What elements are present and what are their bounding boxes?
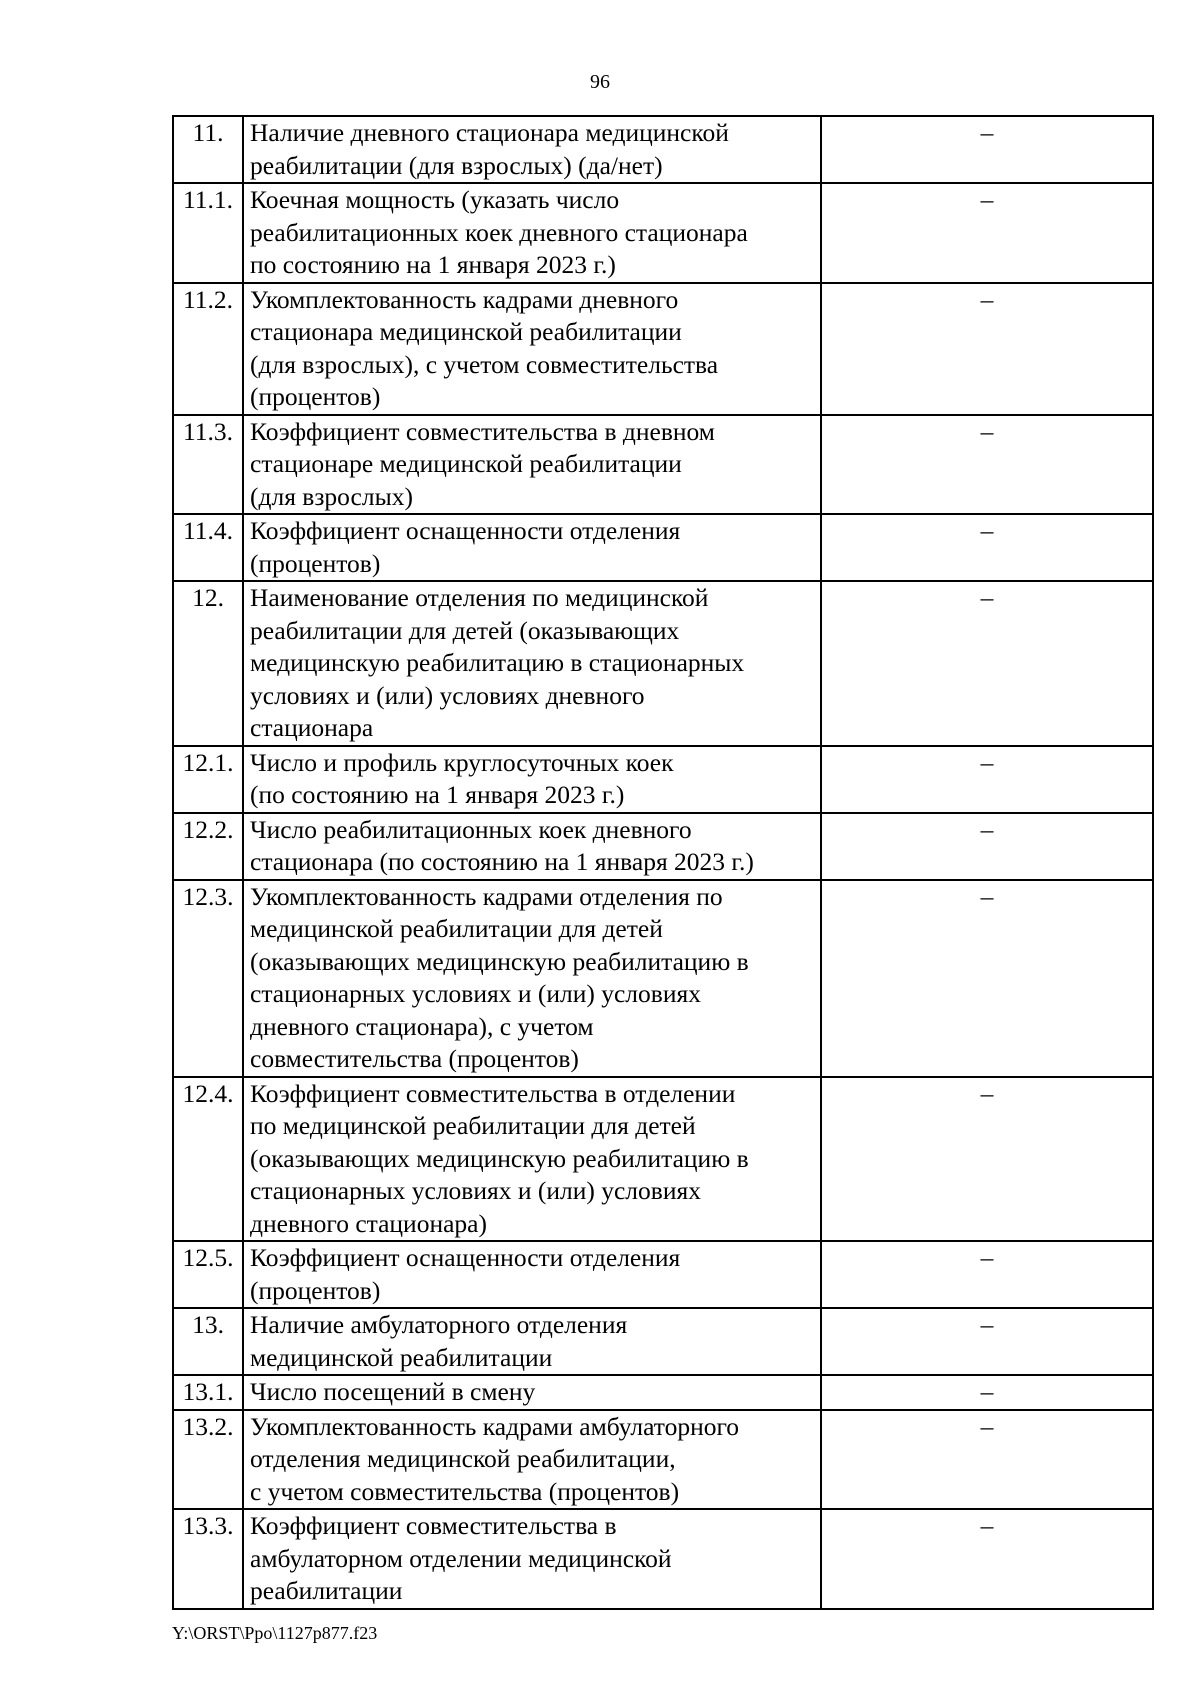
- row-number: 12.2.: [173, 813, 243, 880]
- row-number: 13.: [173, 1308, 243, 1375]
- row-description: Коэффициент совместительства в дневном стационаре медицинской реабилитации (для взрослых): [243, 415, 821, 515]
- table-row: [173, 1077, 1153, 1242]
- row-value: –: [821, 514, 1153, 581]
- table-row: [173, 1375, 1153, 1410]
- row-value: –: [821, 1410, 1153, 1510]
- table-row: [173, 581, 1153, 746]
- table-row: [173, 1410, 1153, 1510]
- row-description: Укомплектованность кадрами дневного стационара медицинской реабилитации (для взрослых), с учетом совместительства (процентов): [243, 283, 821, 415]
- table-row: [173, 746, 1153, 813]
- row-number: 12.3.: [173, 880, 243, 1077]
- row-value: –: [821, 1241, 1153, 1308]
- row-value: –: [821, 116, 1153, 183]
- row-number: 11.2.: [173, 283, 243, 415]
- table-row: [173, 1241, 1153, 1308]
- row-number: 11.1.: [173, 183, 243, 283]
- row-description: Наличие дневного стационара медицинской реабилитации (для взрослых) (да/нет): [243, 116, 821, 183]
- table-row: [173, 283, 1153, 415]
- row-value: –: [821, 183, 1153, 283]
- row-number: 12.: [173, 581, 243, 746]
- row-value: –: [821, 581, 1153, 746]
- row-value: –: [821, 746, 1153, 813]
- row-description: Наименование отделения по медицинской реабилитации для детей (оказывающих медицинскую реабилитацию в стационарных условиях и (или) условиях дневного стационара: [243, 581, 821, 746]
- table-row: [173, 813, 1153, 880]
- row-value: –: [821, 1308, 1153, 1375]
- row-description: Коэффициент совместительства в отделении по медицинской реабилитации для детей (оказывающих медицинскую реабилитацию в стационарных условиях и (или) условиях дневного стационара): [243, 1077, 821, 1242]
- row-number: 13.2.: [173, 1410, 243, 1510]
- row-description: Коэффициент совместительства в амбулаторном отделении медицинской реабилитации: [243, 1509, 821, 1609]
- row-value: –: [821, 1509, 1153, 1609]
- row-value: –: [821, 415, 1153, 515]
- row-number: 12.4.: [173, 1077, 243, 1242]
- row-value: –: [821, 1375, 1153, 1410]
- row-value: –: [821, 880, 1153, 1077]
- row-description: Число посещений в смену: [243, 1375, 821, 1410]
- footer-file-path: Y:\ORST\Ppo\1127p877.f23: [172, 1623, 378, 1643]
- table-row: [173, 1308, 1153, 1375]
- table-row: [173, 1509, 1153, 1609]
- row-description: Число и профиль круглосуточных коек (по состоянию на 1 января 2023 г.): [243, 746, 821, 813]
- row-description: Укомплектованность кадрами отделения по медицинской реабилитации для детей (оказывающих медицинскую реабилитацию в стационарных условиях и (или) условиях дневного стационара), с учетом совместительства (процентов): [243, 880, 821, 1077]
- table-row: [173, 116, 1153, 183]
- row-number: 12.5.: [173, 1241, 243, 1308]
- row-value: –: [821, 1077, 1153, 1242]
- row-number: 11.4.: [173, 514, 243, 581]
- row-number: 12.1.: [173, 746, 243, 813]
- row-number: 11.3.: [173, 415, 243, 515]
- row-value: –: [821, 813, 1153, 880]
- row-description: Укомплектованность кадрами амбулаторного отделения медицинской реабилитации, с учетом совместительства (процентов): [243, 1410, 821, 1510]
- row-description: Коэффициент оснащенности отделения (процентов): [243, 1241, 821, 1308]
- indicator-table: [172, 115, 1154, 1610]
- table-row: [173, 514, 1153, 581]
- table-row: [173, 415, 1153, 515]
- row-value: –: [821, 283, 1153, 415]
- row-number: 11.: [173, 116, 243, 183]
- row-description: Наличие амбулаторного отделения медицинской реабилитации: [243, 1308, 821, 1375]
- row-description: Коечная мощность (указать число реабилитационных коек дневного стационара по состоянию на 1 января 2023 г.): [243, 183, 821, 283]
- row-description: Число реабилитационных коек дневного стационара (по состоянию на 1 января 2023 г.): [243, 813, 821, 880]
- table-row: [173, 183, 1153, 283]
- row-number: 13.3.: [173, 1509, 243, 1609]
- row-description: Коэффициент оснащенности отделения (процентов): [243, 514, 821, 581]
- table-row: [173, 880, 1153, 1077]
- page-number: 96: [590, 71, 610, 93]
- row-number: 13.1.: [173, 1375, 243, 1410]
